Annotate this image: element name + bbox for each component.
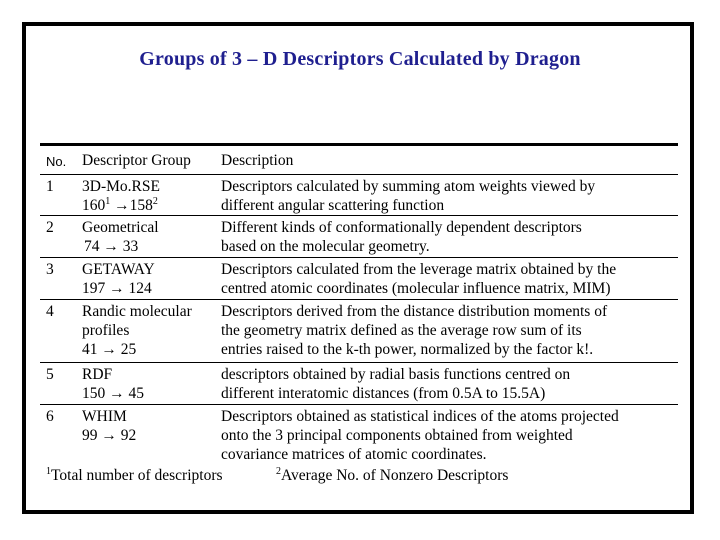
arrow: → xyxy=(114,197,130,214)
table-row xyxy=(40,363,678,404)
group-counts xyxy=(82,196,160,215)
descriptor-table xyxy=(40,143,678,467)
row-group xyxy=(82,260,155,298)
row-description xyxy=(221,260,616,298)
footnote-text: Average No. of Nonzero Descriptors xyxy=(281,467,509,484)
footnote-average xyxy=(276,466,508,485)
footnote-mark-1: 1 xyxy=(105,196,111,207)
row-no: 4 xyxy=(46,303,54,320)
row-description xyxy=(221,218,582,256)
footnote-mark: 2 xyxy=(276,466,281,477)
group-counts: 197 → 124 xyxy=(82,280,152,297)
row-description xyxy=(221,177,595,215)
row-description xyxy=(221,407,619,464)
footnote-mark-2: 2 xyxy=(152,196,158,207)
description-line: entries raised to the k-th power, normalized by the factor k!. xyxy=(221,341,594,358)
description-line: onto the 3 principal components obtained from weighted xyxy=(221,427,573,444)
row-group xyxy=(82,177,160,215)
group-name: Geometrical xyxy=(82,219,159,236)
row-group xyxy=(82,407,136,445)
group-name: Randic molecular xyxy=(82,303,192,320)
table-row xyxy=(40,175,678,215)
header-description: Description xyxy=(221,152,294,169)
row-group xyxy=(82,218,159,256)
description-line: centred atomic coordinates (molecular influence matrix, MIM) xyxy=(221,280,611,297)
group-name: 3D-Mo.RSE xyxy=(82,178,160,195)
row-no: 1 xyxy=(46,178,54,195)
row-no: 3 xyxy=(46,261,54,278)
row-no: 2 xyxy=(46,219,54,236)
group-name: RDF xyxy=(82,366,113,383)
description-line: different interatomic distances (from 0.5A to 15.5A) xyxy=(221,385,546,402)
group-name: profiles xyxy=(82,322,130,339)
table-row xyxy=(40,216,678,257)
table-row xyxy=(40,258,678,299)
group-counts: 41 → 25 xyxy=(82,341,137,358)
count-nonzero: 158 xyxy=(129,197,153,214)
table-row xyxy=(40,300,678,362)
table-row xyxy=(40,405,678,467)
row-group xyxy=(82,302,192,359)
row-no: 6 xyxy=(46,408,54,425)
description-line: Different kinds of conformationally dependent descriptors xyxy=(221,219,582,236)
description-line: the geometry matrix defined as the average row sum of its xyxy=(221,322,582,339)
description-line: Descriptors calculated by summing atom weights viewed by xyxy=(221,178,596,195)
row-group xyxy=(82,365,144,403)
footnote-text: Total number of descriptors xyxy=(51,467,223,484)
description-line: different angular scattering function xyxy=(221,197,445,214)
description-line: based on the molecular geometry. xyxy=(221,238,430,255)
row-description xyxy=(221,302,607,359)
row-no: 5 xyxy=(46,366,54,383)
group-counts: 74 → 33 xyxy=(84,238,139,255)
group-counts: 150 → 45 xyxy=(82,385,144,402)
footnote-mark: 1 xyxy=(46,466,51,477)
row-description xyxy=(221,365,570,403)
header-group: Descriptor Group xyxy=(82,152,191,169)
table-header-row xyxy=(40,146,678,174)
count-total: 160 xyxy=(82,197,106,214)
group-name: WHIM xyxy=(82,408,127,425)
group-name: GETAWAY xyxy=(82,261,155,278)
footnote-total xyxy=(46,466,223,485)
header-no: No. xyxy=(46,154,67,169)
description-line: descriptors obtained by radial basis functions centred on xyxy=(221,366,571,383)
description-line: Descriptors calculated from the leverage matrix obtained by the xyxy=(221,261,617,278)
description-line: covariance matrices of atomic coordinates. xyxy=(221,446,487,463)
description-line: Descriptors derived from the distance distribution moments of xyxy=(221,303,608,320)
description-line: Descriptors obtained as statistical indices of the atoms projected xyxy=(221,408,619,425)
group-counts: 99 → 92 xyxy=(82,427,137,444)
slide-title: Groups of 3 – D Descriptors Calculated by Dragon xyxy=(139,48,581,70)
